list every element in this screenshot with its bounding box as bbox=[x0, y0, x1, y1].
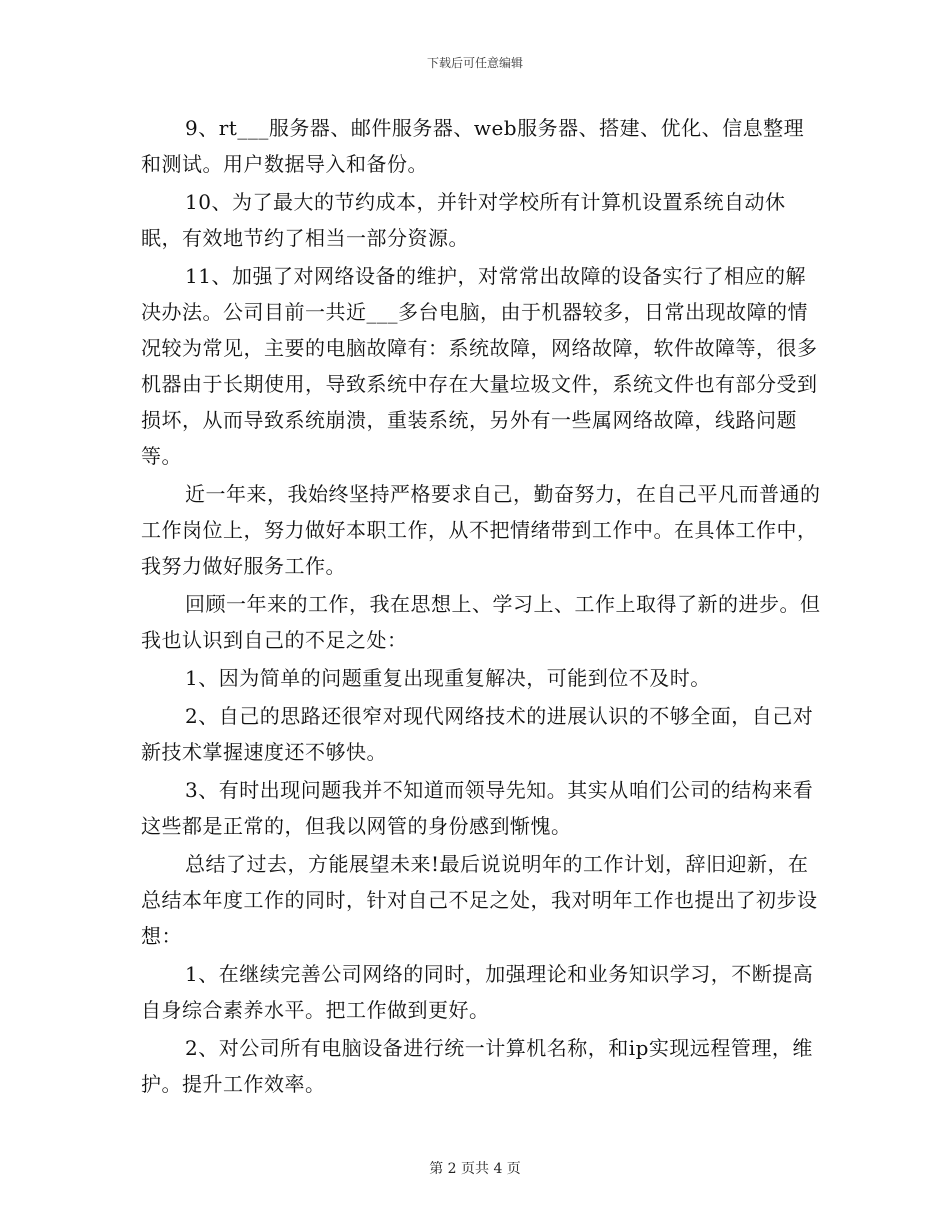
paragraph-item-9: 9、rt___服务器、邮件服务器、web服务器、搭建、优化、信息整理和测试。用户数据导入和备份。 bbox=[141, 116, 805, 176]
paragraph-year-summary: 近一年来，我始终坚持严格要求自己，勤奋努力，在自己平凡而普通的工作岗位上，努力做好本职工作，从不把情绪带到工作中。在具体工作中，我努力做好服务工作。 bbox=[141, 482, 821, 578]
paragraph-shortcoming-1: 1、因为简单的问题重复出现重复解决，可能到位不及时。 bbox=[185, 666, 711, 690]
paragraph-shortcoming-2: 2、自己的思路还很窄对现代网络技术的进展认识的不够全面，自己对新技术掌握速度还不够快。 bbox=[141, 704, 814, 764]
paragraph-shortcoming-3: 3、有时出现问题我并不知道而领导先知。其实从咱们公司的结构来看这些都是正常的，但我以网管的身份感到惭愧。 bbox=[141, 778, 814, 838]
page-footer: 第 2 页共 4 页 bbox=[429, 1161, 521, 1177]
document-body bbox=[141, 110, 821, 1104]
paragraph-review: 回顾一年来的工作，我在思想上、学习上、工作上取得了新的进步。但我也认识到自己的不足之处： bbox=[141, 592, 821, 652]
paragraph-outlook: 总结了过去，方能展望未来!最后说说明年的工作计划，辞旧迎新，在总结本年度工作的同时，针对自己不足之处，我对明年工作也提出了初步设想： bbox=[141, 852, 818, 948]
paragraph-item-11: 11、加强了对网络设备的维护，对常常出故障的设备实行了相应的解决办法。公司目前一共近___多台电脑，由于机器较多，日常出现故障的情况较为常见，主要的电脑故障有：系统故障，网络故障，软件故障等，很多机器由于长期使用，导致系统中存在大量垃圾文件，系统文件也有部分受到损坏，从而导致系统崩溃，重装系统，另外有一些属网络故障，线路问题等。 bbox=[141, 264, 818, 468]
paragraph-plan-2: 2、对公司所有电脑设备进行统一计算机名称，和ip实现远程管理，维护。提升工作效率。 bbox=[141, 1036, 813, 1096]
paragraph-plan-1: 1、在继续完善公司网络的同时，加强理论和业务知识学习，不断提高自身综合素养水平。把工作做到更好。 bbox=[141, 962, 814, 1022]
page-header: 下载后可任意编辑 bbox=[426, 56, 523, 70]
paragraph-item-10: 10、为了最大的节约成本，并针对学校所有计算机设置系统自动休眠，有效地节约了相当一部分资源。 bbox=[141, 190, 786, 250]
